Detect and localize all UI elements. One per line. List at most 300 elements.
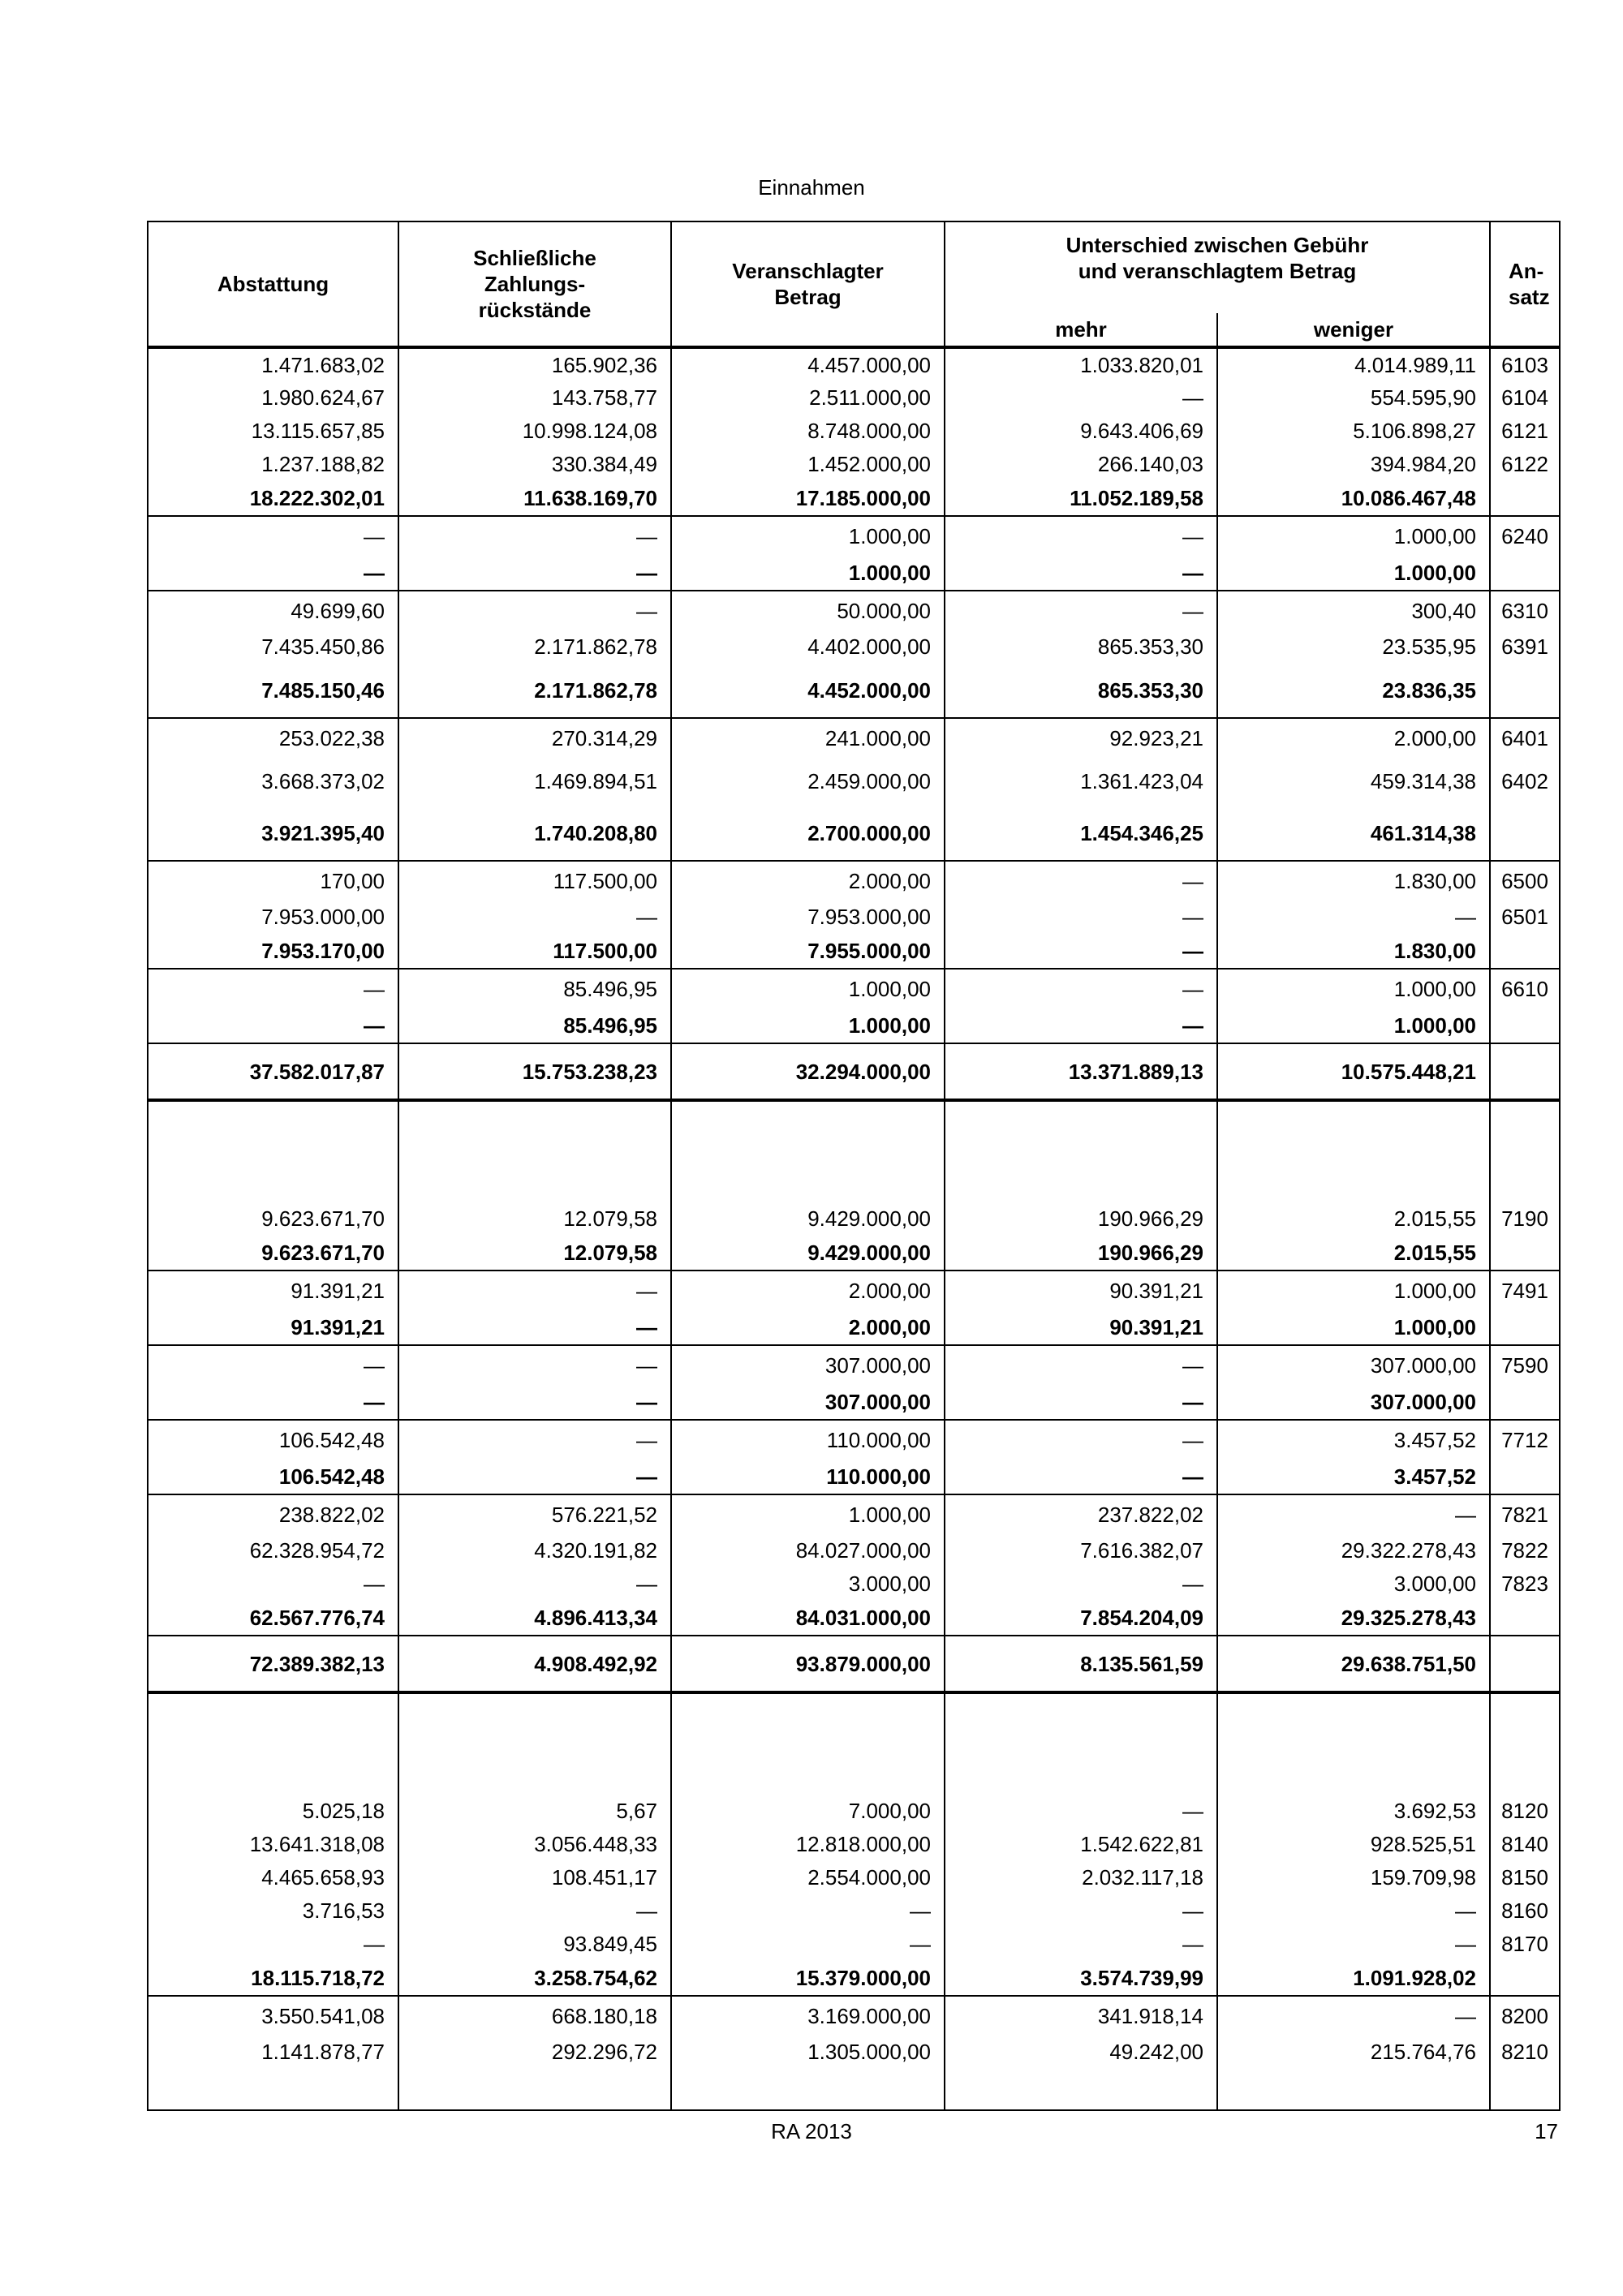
- cell-rueckstaende: —: [398, 591, 671, 630]
- cell-weniger: —: [1217, 1927, 1490, 1960]
- cell-ansatz: [1490, 555, 1560, 591]
- table-row: [148, 1927, 1560, 1960]
- cell-rueckstaende: 576.221,52: [398, 1494, 671, 1533]
- cell-rueckstaende: 117.500,00: [398, 861, 671, 900]
- cell-weniger: 1.000,00: [1217, 1309, 1490, 1345]
- cell-abstattung: 1.141.878,77: [148, 2035, 398, 2068]
- cell-rueckstaende: —: [398, 516, 671, 555]
- table-row: [148, 1494, 1560, 1533]
- cell-ansatz: 8210: [1490, 2035, 1560, 2068]
- cell-mehr: [945, 1100, 1217, 1202]
- cell-abstattung: [148, 2068, 398, 2110]
- cell-veranschlagt: 2.459.000,00: [671, 757, 945, 806]
- cell-veranschlagt: 2.000,00: [671, 1309, 945, 1345]
- cell-veranschlagt: 3.169.000,00: [671, 1996, 945, 2035]
- cell-mehr: 190.966,29: [945, 1202, 1217, 1235]
- cell-abstattung: [148, 1692, 398, 1794]
- cell-veranschlagt: 1.000,00: [671, 516, 945, 555]
- cell-rueckstaende: [398, 1692, 671, 1794]
- subtotal-row: [148, 1600, 1560, 1636]
- header-ansatz-text: An- satz: [1509, 259, 1550, 309]
- cell-ansatz: 8150: [1490, 1860, 1560, 1894]
- cell-ansatz: [1490, 1309, 1560, 1345]
- cell-weniger: 1.091.928,02: [1217, 1960, 1490, 1996]
- subtotal-row: [148, 1309, 1560, 1345]
- cell-abstattung: 1.980.624,67: [148, 381, 398, 414]
- table-row: [148, 861, 1560, 900]
- cell-abstattung: [148, 1100, 398, 1202]
- header-veranschlagt-text: Veranschlagter Betrag: [732, 259, 884, 309]
- cell-mehr: 92.923,21: [945, 718, 1217, 757]
- cell-mehr: 1.033.820,01: [945, 347, 1217, 381]
- cell-ansatz: 7491: [1490, 1271, 1560, 1309]
- cell-weniger: 4.014.989,11: [1217, 347, 1490, 381]
- cell-mehr: 1.361.423,04: [945, 757, 1217, 806]
- subtotal-row: [148, 1459, 1560, 1494]
- cell-veranschlagt: 50.000,00: [671, 591, 945, 630]
- cell-veranschlagt: 110.000,00: [671, 1459, 945, 1494]
- cell-weniger: 2.000,00: [1217, 718, 1490, 757]
- cell-mehr: 1.454.346,25: [945, 806, 1217, 861]
- cell-weniger: 2.015,55: [1217, 1235, 1490, 1271]
- cell-weniger: 1.000,00: [1217, 516, 1490, 555]
- table-row: [148, 900, 1560, 933]
- cell-ansatz: 6610: [1490, 969, 1560, 1008]
- cell-veranschlagt: 12.818.000,00: [671, 1827, 945, 1860]
- cell-abstattung: —: [148, 1345, 398, 1384]
- page-title: Einnahmen: [758, 175, 865, 200]
- table-row: [148, 381, 1560, 414]
- cell-veranschlagt: 1.305.000,00: [671, 2035, 945, 2068]
- cell-mehr: 3.574.739,99: [945, 1960, 1217, 1996]
- table-row: [148, 414, 1560, 447]
- cell-rueckstaende: 117.500,00: [398, 933, 671, 969]
- cell-ansatz: [1490, 1008, 1560, 1043]
- cell-abstattung: 238.822,02: [148, 1494, 398, 1533]
- cell-rueckstaende: —: [398, 1894, 671, 1927]
- cell-abstattung: —: [148, 969, 398, 1008]
- spacer-row: [148, 1692, 1560, 1794]
- header-mehr: mehr: [945, 313, 1217, 346]
- cell-mehr: —: [945, 1459, 1217, 1494]
- table-row: [148, 2035, 1560, 2068]
- cell-weniger: 29.322.278,43: [1217, 1533, 1490, 1567]
- cell-mehr: 11.052.189,58: [945, 480, 1217, 516]
- cell-veranschlagt: 4.457.000,00: [671, 347, 945, 381]
- cell-abstattung: —: [148, 1927, 398, 1960]
- cell-veranschlagt: 1.452.000,00: [671, 447, 945, 480]
- cell-mehr: 865.353,30: [945, 663, 1217, 718]
- header-unterschied-text: Unterschied zwischen Gebühr und veranschlagtem Betrag: [1065, 233, 1369, 283]
- cell-abstattung: 7.485.150,46: [148, 663, 398, 718]
- page-number: 17: [1535, 2119, 1558, 2143]
- table-row: [148, 1860, 1560, 1894]
- cell-mehr: [945, 2068, 1217, 2110]
- subtotal-row: [148, 1384, 1560, 1420]
- cell-abstattung: 170,00: [148, 861, 398, 900]
- cell-weniger: 215.764,76: [1217, 2035, 1490, 2068]
- cell-weniger: 2.015,55: [1217, 1202, 1490, 1235]
- cell-veranschlagt: —: [671, 1894, 945, 1927]
- cell-veranschlagt: 8.748.000,00: [671, 414, 945, 447]
- cell-rueckstaende: 1.740.208,80: [398, 806, 671, 861]
- cell-abstattung: 13.641.318,08: [148, 1827, 398, 1860]
- cell-mehr: 237.822,02: [945, 1494, 1217, 1533]
- cell-rueckstaende: 3.056.448,33: [398, 1827, 671, 1860]
- cell-abstattung: 3.550.541,08: [148, 1996, 398, 2035]
- cell-rueckstaende: —: [398, 1309, 671, 1345]
- cell-mehr: —: [945, 516, 1217, 555]
- cell-weniger: [1217, 1692, 1490, 1794]
- cell-veranschlagt: 84.031.000,00: [671, 1600, 945, 1636]
- header-ansatz: [1490, 221, 1560, 346]
- cell-weniger: 10.086.467,48: [1217, 480, 1490, 516]
- cell-mehr: —: [945, 381, 1217, 414]
- cell-veranschlagt: 2.554.000,00: [671, 1860, 945, 1894]
- cell-weniger: 394.984,20: [1217, 447, 1490, 480]
- cell-rueckstaende: 10.998.124,08: [398, 414, 671, 447]
- subtotal-row: [148, 480, 1560, 516]
- cell-veranschlagt: [671, 1692, 945, 1794]
- cell-mehr: 7.616.382,07: [945, 1533, 1217, 1567]
- header-unterschied: [945, 221, 1490, 313]
- cell-veranschlagt: 2.000,00: [671, 861, 945, 900]
- cell-veranschlagt: 17.185.000,00: [671, 480, 945, 516]
- cell-ansatz: 6310: [1490, 591, 1560, 630]
- cell-veranschlagt: 84.027.000,00: [671, 1533, 945, 1567]
- cell-abstattung: 91.391,21: [148, 1309, 398, 1345]
- cell-ansatz: [1490, 1384, 1560, 1420]
- cell-mehr: 2.032.117,18: [945, 1860, 1217, 1894]
- cell-veranschlagt: 4.452.000,00: [671, 663, 945, 718]
- cell-rueckstaende: 93.849,45: [398, 1927, 671, 1960]
- table-row: [148, 630, 1560, 663]
- cell-veranschlagt: 3.000,00: [671, 1567, 945, 1600]
- cell-rueckstaende: —: [398, 1420, 671, 1459]
- cell-ansatz: [1490, 933, 1560, 969]
- cell-weniger: [1217, 1100, 1490, 1202]
- cell-rueckstaende: [398, 2068, 671, 2110]
- cell-rueckstaende: 270.314,29: [398, 718, 671, 757]
- cell-ansatz: 6240: [1490, 516, 1560, 555]
- cell-veranschlagt: 9.429.000,00: [671, 1202, 945, 1235]
- cell-rueckstaende: 85.496,95: [398, 1008, 671, 1043]
- table-row: [148, 1533, 1560, 1567]
- cell-rueckstaende: 668.180,18: [398, 1996, 671, 2035]
- cell-ansatz: 7823: [1490, 1567, 1560, 1600]
- cell-abstattung: 4.465.658,93: [148, 1860, 398, 1894]
- cell-rueckstaende: 1.469.894,51: [398, 757, 671, 806]
- cell-weniger: 23.535,95: [1217, 630, 1490, 663]
- header-abstattung: Abstattung: [148, 221, 398, 346]
- cell-rueckstaende: 143.758,77: [398, 381, 671, 414]
- cell-mehr: 90.391,21: [945, 1309, 1217, 1345]
- cell-abstattung: —: [148, 1384, 398, 1420]
- cell-ansatz: 8170: [1490, 1927, 1560, 1960]
- table-row: [148, 1894, 1560, 1927]
- cell-abstattung: —: [148, 555, 398, 591]
- total-row: [148, 1636, 1560, 1692]
- cell-mehr: —: [945, 861, 1217, 900]
- cell-veranschlagt: 1.000,00: [671, 969, 945, 1008]
- table-row: [148, 1794, 1560, 1827]
- cell-rueckstaende: 292.296,72: [398, 2035, 671, 2068]
- revenue-table: [147, 221, 1561, 2111]
- cell-weniger: 307.000,00: [1217, 1384, 1490, 1420]
- footer-label: RA 2013: [771, 2119, 852, 2143]
- cell-veranschlagt: 7.000,00: [671, 1794, 945, 1827]
- table-row: [148, 591, 1560, 630]
- cell-rueckstaende: —: [398, 1345, 671, 1384]
- cell-weniger: 23.836,35: [1217, 663, 1490, 718]
- table-row: [148, 447, 1560, 480]
- cell-ansatz: 8120: [1490, 1794, 1560, 1827]
- cell-rueckstaende: 165.902,36: [398, 347, 671, 381]
- cell-mehr: —: [945, 969, 1217, 1008]
- cell-veranschlagt: 93.879.000,00: [671, 1636, 945, 1692]
- table-row: [148, 1996, 1560, 2035]
- cell-ansatz: [1490, 1960, 1560, 1996]
- cell-mehr: 266.140,03: [945, 447, 1217, 480]
- cell-weniger: 3.457,52: [1217, 1459, 1490, 1494]
- cell-ansatz: 6391: [1490, 630, 1560, 663]
- cell-mehr: —: [945, 591, 1217, 630]
- cell-ansatz: [1490, 1636, 1560, 1692]
- cell-rueckstaende: 2.171.862,78: [398, 630, 671, 663]
- subtotal-row: [148, 806, 1560, 861]
- cell-veranschlagt: 307.000,00: [671, 1345, 945, 1384]
- cell-ansatz: 7712: [1490, 1420, 1560, 1459]
- cell-abstattung: 7.953.170,00: [148, 933, 398, 969]
- cell-abstattung: 3.668.373,02: [148, 757, 398, 806]
- cell-rueckstaende: 5,67: [398, 1794, 671, 1827]
- cell-abstattung: 5.025,18: [148, 1794, 398, 1827]
- cell-mehr: 865.353,30: [945, 630, 1217, 663]
- cell-weniger: [1217, 2068, 1490, 2110]
- cell-abstattung: —: [148, 1008, 398, 1043]
- cell-ansatz: [1490, 2068, 1560, 2110]
- cell-rueckstaende: —: [398, 555, 671, 591]
- cell-mehr: —: [945, 1008, 1217, 1043]
- cell-ansatz: [1490, 1235, 1560, 1271]
- cell-weniger: 3.457,52: [1217, 1420, 1490, 1459]
- cell-rueckstaende: 11.638.169,70: [398, 480, 671, 516]
- cell-abstattung: —: [148, 516, 398, 555]
- cell-rueckstaende: 330.384,49: [398, 447, 671, 480]
- cell-weniger: 1.000,00: [1217, 1008, 1490, 1043]
- cell-ansatz: 7822: [1490, 1533, 1560, 1567]
- cell-mehr: —: [945, 1794, 1217, 1827]
- cell-abstattung: 106.542,48: [148, 1420, 398, 1459]
- cell-weniger: 5.106.898,27: [1217, 414, 1490, 447]
- cell-abstattung: 72.389.382,13: [148, 1636, 398, 1692]
- cell-veranschlagt: 1.000,00: [671, 555, 945, 591]
- cell-weniger: 1.830,00: [1217, 861, 1490, 900]
- cell-veranschlagt: [671, 1100, 945, 1202]
- cell-weniger: 300,40: [1217, 591, 1490, 630]
- cell-mehr: —: [945, 555, 1217, 591]
- header-weniger: weniger: [1217, 313, 1490, 346]
- cell-rueckstaende: 12.079,58: [398, 1202, 671, 1235]
- cell-rueckstaende: —: [398, 1567, 671, 1600]
- cell-ansatz: 6501: [1490, 900, 1560, 933]
- cell-abstattung: 7.435.450,86: [148, 630, 398, 663]
- cell-weniger: 928.525,51: [1217, 1827, 1490, 1860]
- spacer-row: [148, 2068, 1560, 2110]
- header-rueckstaende-text: Schließliche Zahlungs- rückstände: [473, 246, 596, 322]
- cell-ansatz: 7190: [1490, 1202, 1560, 1235]
- cell-rueckstaende: —: [398, 1384, 671, 1420]
- cell-ansatz: [1490, 1043, 1560, 1100]
- cell-mehr: [945, 1692, 1217, 1794]
- cell-ansatz: [1490, 1692, 1560, 1794]
- table-row: [148, 718, 1560, 757]
- cell-abstattung: 106.542,48: [148, 1459, 398, 1494]
- cell-veranschlagt: 1.000,00: [671, 1008, 945, 1043]
- cell-veranschlagt: —: [671, 1927, 945, 1960]
- cell-rueckstaende: —: [398, 900, 671, 933]
- cell-ansatz: 8200: [1490, 1996, 1560, 2035]
- cell-mehr: 1.542.622,81: [945, 1827, 1217, 1860]
- cell-weniger: 10.575.448,21: [1217, 1043, 1490, 1100]
- cell-weniger: 459.314,38: [1217, 757, 1490, 806]
- cell-ansatz: 6103: [1490, 347, 1560, 381]
- cell-mehr: 341.918,14: [945, 1996, 1217, 2035]
- cell-rueckstaende: 108.451,17: [398, 1860, 671, 1894]
- cell-abstattung: —: [148, 1567, 398, 1600]
- cell-weniger: 29.638.751,50: [1217, 1636, 1490, 1692]
- cell-abstattung: 62.567.776,74: [148, 1600, 398, 1636]
- table-row: [148, 347, 1560, 381]
- table-row: [148, 1271, 1560, 1309]
- cell-abstattung: 62.328.954,72: [148, 1533, 398, 1567]
- cell-rueckstaende: 4.320.191,82: [398, 1533, 671, 1567]
- cell-mehr: 8.135.561,59: [945, 1636, 1217, 1692]
- cell-mehr: —: [945, 933, 1217, 969]
- cell-veranschlagt: 307.000,00: [671, 1384, 945, 1420]
- table-row: [148, 1827, 1560, 1860]
- cell-abstattung: 91.391,21: [148, 1271, 398, 1309]
- cell-weniger: —: [1217, 900, 1490, 933]
- table-row: [148, 1202, 1560, 1235]
- cell-ansatz: 6122: [1490, 447, 1560, 480]
- cell-weniger: 1.000,00: [1217, 969, 1490, 1008]
- header-veranschlagt: [671, 221, 945, 346]
- cell-veranschlagt: 2.000,00: [671, 1271, 945, 1309]
- cell-ansatz: [1490, 806, 1560, 861]
- cell-mehr: —: [945, 1420, 1217, 1459]
- cell-weniger: 461.314,38: [1217, 806, 1490, 861]
- cell-mehr: —: [945, 1567, 1217, 1600]
- cell-rueckstaende: 12.079,58: [398, 1235, 671, 1271]
- cell-weniger: 3.692,53: [1217, 1794, 1490, 1827]
- cell-rueckstaende: 2.171.862,78: [398, 663, 671, 718]
- cell-ansatz: 6401: [1490, 718, 1560, 757]
- subtotal-row: [148, 933, 1560, 969]
- table-row: [148, 1345, 1560, 1384]
- cell-mehr: —: [945, 1345, 1217, 1384]
- cell-abstattung: 49.699,60: [148, 591, 398, 630]
- cell-veranschlagt: 15.379.000,00: [671, 1960, 945, 1996]
- subtotal-row: [148, 1960, 1560, 1996]
- cell-ansatz: [1490, 663, 1560, 718]
- cell-abstattung: 37.582.017,87: [148, 1043, 398, 1100]
- cell-veranschlagt: 110.000,00: [671, 1420, 945, 1459]
- cell-abstattung: 3.921.395,40: [148, 806, 398, 861]
- cell-mehr: 7.854.204,09: [945, 1600, 1217, 1636]
- cell-rueckstaende: —: [398, 1271, 671, 1309]
- cell-weniger: 29.325.278,43: [1217, 1600, 1490, 1636]
- cell-abstattung: 253.022,38: [148, 718, 398, 757]
- cell-veranschlagt: 9.429.000,00: [671, 1235, 945, 1271]
- cell-weniger: 1.000,00: [1217, 555, 1490, 591]
- cell-mehr: —: [945, 900, 1217, 933]
- header-rueckstaende: [398, 221, 671, 346]
- cell-abstattung: 18.115.718,72: [148, 1960, 398, 1996]
- cell-ansatz: 7590: [1490, 1345, 1560, 1384]
- subtotal-row: [148, 555, 1560, 591]
- cell-ansatz: 8160: [1490, 1894, 1560, 1927]
- table-body: [148, 347, 1560, 2110]
- cell-rueckstaende: 4.896.413,34: [398, 1600, 671, 1636]
- cell-abstattung: 1.237.188,82: [148, 447, 398, 480]
- cell-veranschlagt: 1.000,00: [671, 1494, 945, 1533]
- cell-mehr: 13.371.889,13: [945, 1043, 1217, 1100]
- subtotal-row: [148, 1235, 1560, 1271]
- cell-mehr: —: [945, 1384, 1217, 1420]
- cell-ansatz: 6500: [1490, 861, 1560, 900]
- cell-ansatz: 6402: [1490, 757, 1560, 806]
- cell-ansatz: 8140: [1490, 1827, 1560, 1860]
- table-row: [148, 516, 1560, 555]
- subtotal-row: [148, 1008, 1560, 1043]
- cell-abstattung: 3.716,53: [148, 1894, 398, 1927]
- cell-weniger: 307.000,00: [1217, 1345, 1490, 1384]
- cell-veranschlagt: 4.402.000,00: [671, 630, 945, 663]
- cell-veranschlagt: 2.700.000,00: [671, 806, 945, 861]
- cell-ansatz: [1490, 1600, 1560, 1636]
- spacer-row: [148, 1100, 1560, 1202]
- cell-veranschlagt: 241.000,00: [671, 718, 945, 757]
- cell-veranschlagt: [671, 2068, 945, 2110]
- cell-weniger: 554.595,90: [1217, 381, 1490, 414]
- cell-abstattung: 13.115.657,85: [148, 414, 398, 447]
- cell-mehr: 9.643.406,69: [945, 414, 1217, 447]
- cell-abstattung: 1.471.683,02: [148, 347, 398, 381]
- cell-mehr: 49.242,00: [945, 2035, 1217, 2068]
- cell-veranschlagt: 2.511.000,00: [671, 381, 945, 414]
- cell-abstattung: 7.953.000,00: [148, 900, 398, 933]
- table-row: [148, 1567, 1560, 1600]
- cell-ansatz: 6121: [1490, 414, 1560, 447]
- cell-mehr: —: [945, 1894, 1217, 1927]
- cell-weniger: —: [1217, 1494, 1490, 1533]
- cell-veranschlagt: 7.955.000,00: [671, 933, 945, 969]
- cell-ansatz: [1490, 1459, 1560, 1494]
- cell-weniger: 1.830,00: [1217, 933, 1490, 969]
- table-row: [148, 969, 1560, 1008]
- subtotal-row: [148, 663, 1560, 718]
- cell-mehr: —: [945, 1927, 1217, 1960]
- cell-veranschlagt: 7.953.000,00: [671, 900, 945, 933]
- cell-abstattung: 18.222.302,01: [148, 480, 398, 516]
- cell-weniger: 3.000,00: [1217, 1567, 1490, 1600]
- cell-abstattung: 9.623.671,70: [148, 1202, 398, 1235]
- cell-ansatz: 6104: [1490, 381, 1560, 414]
- cell-mehr: 90.391,21: [945, 1271, 1217, 1309]
- cell-rueckstaende: 85.496,95: [398, 969, 671, 1008]
- cell-rueckstaende: [398, 1100, 671, 1202]
